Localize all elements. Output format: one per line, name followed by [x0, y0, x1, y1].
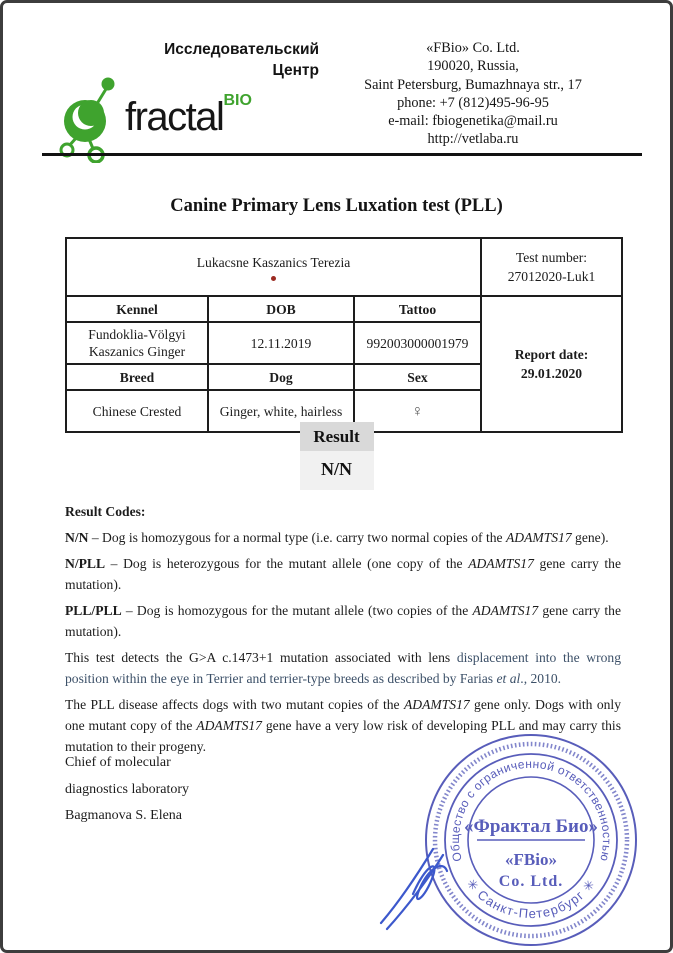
- stamp-company-name-en: «FBio»: [505, 850, 557, 869]
- dog-value: Ginger, white, hairless: [208, 390, 354, 432]
- company-website: http://vetlaba.ru: [427, 131, 519, 148]
- disease-text-3: gene have a very low risk of developing PLL and may carry this mutation to their progeny.: [65, 718, 621, 755]
- tattoo-value: 992003000001979: [354, 322, 481, 364]
- code-npll-text: – Dog is heterozygous for the mutant allele (one copy of the: [105, 555, 469, 571]
- gene-name: ADAMTS17: [468, 555, 534, 571]
- company-name: «FBio» Co. Ltd.: [426, 40, 520, 56]
- signatory-title-line1: Chief of molecular: [65, 755, 171, 770]
- owner-name-cell: [66, 238, 481, 296]
- test-number-label: Test number:: [515, 250, 588, 265]
- org-label-line2: Центр: [272, 62, 319, 79]
- report-date-value: 29.01.2020: [520, 366, 583, 381]
- logo-wordmark: [125, 92, 252, 139]
- detect-note-text: displacement into the wrong position within the eye in Terrier and terrier-type breeds as described by Farias: [65, 649, 621, 687]
- company-round-stamp: [373, 718, 653, 953]
- code-nn: N/N: [65, 529, 89, 545]
- stamp-co-ltd: Co. Ltd.: [498, 873, 564, 890]
- company-phone: phone: +7 (812)495-96-95: [397, 94, 549, 111]
- document-title: Canine Primary Lens Luxation test (PLL): [170, 196, 503, 216]
- stamp-ring-bottom-text: ✳ Санкт-Петербург ✳: [463, 875, 599, 922]
- result-label: Result: [300, 422, 374, 451]
- result-codes-heading: Result Codes:: [65, 504, 146, 519]
- header-divider-line: [42, 153, 642, 156]
- gene-name: ADAMTS17: [472, 602, 539, 618]
- signatory-block: [65, 750, 189, 830]
- code-pllpll: PLL/PLL: [65, 602, 122, 618]
- owner-name: Lukacsne Kaszanics Terezia: [196, 254, 351, 270]
- header-dog: Dog: [208, 364, 354, 390]
- header-breed: Breed: [66, 364, 208, 390]
- org-label-line1: Исследовательский: [164, 41, 319, 58]
- dob-value: 12.11.2019: [208, 322, 354, 364]
- header-tattoo: Tattoo: [354, 296, 481, 322]
- result-code-pllpll: [65, 600, 621, 643]
- detect-text: This test detects the G>A c.1473+1 mutation associated with lens: [65, 649, 457, 665]
- result-value: N/N: [300, 451, 374, 490]
- logo-bio-sup: BIO: [223, 92, 252, 109]
- code-nn-text-end: gene).: [571, 529, 609, 545]
- report-date-cell: [481, 296, 622, 432]
- test-number-cell: [481, 238, 622, 296]
- owner-footnote-dot-icon: [271, 276, 276, 281]
- company-email: e-mail: fbiogenetika@mail.ru: [388, 113, 558, 130]
- code-nn-text: – Dog is homozygous for a normal type (i.e. carry two normal copies of the: [88, 529, 506, 545]
- stamp-company-name-ru: «Фрактал Био»: [464, 816, 598, 837]
- table-row-headers-1: [66, 296, 622, 322]
- gene-name: ADAMTS17: [505, 529, 572, 545]
- header-kennel: Kennel: [66, 296, 208, 322]
- result-code-nn: [65, 527, 621, 548]
- test-description-paragraph: [65, 647, 621, 690]
- gene-name: ADAMTS17: [196, 718, 262, 734]
- code-npll-text-end: gene carry the mutation).: [65, 555, 621, 592]
- code-pllpll-text: – Dog is homozygous for the mutant allele (two copies of the: [121, 602, 473, 618]
- company-logo: [57, 71, 252, 163]
- header-dob: DOB: [208, 296, 354, 322]
- gene-name: ADAMTS17: [403, 696, 470, 712]
- report-date-label: Report date:: [514, 347, 589, 362]
- code-npll: N/PLL: [65, 555, 106, 571]
- test-number-value: 27012020-Luk1: [507, 269, 596, 284]
- result-box: [300, 422, 374, 490]
- et-al-italic: et al: [496, 671, 521, 687]
- breed-value: Chinese Crested: [66, 390, 208, 432]
- sex-value: ♀: [354, 390, 481, 432]
- table-row-owner: [66, 238, 622, 296]
- signatory-name: Bagmanova S. Elena: [65, 808, 183, 823]
- detect-note-end: ., 2010.: [520, 671, 562, 687]
- logo-text: fractal: [125, 95, 224, 139]
- code-pllpll-text-end: gene carry the mutation).: [65, 602, 621, 639]
- company-postcode: 190020, Russia,: [427, 58, 519, 75]
- header-sex: Sex: [354, 364, 481, 390]
- stamp-ring-top-text: Общество с ограниченной ответственностью: [447, 756, 615, 863]
- fractal-molecule-icon: [57, 71, 125, 163]
- company-contact-block: [329, 39, 617, 149]
- kennel-value: Fundoklia-Völgyi Kaszanics Ginger: [66, 322, 208, 364]
- result-code-npll: [65, 553, 621, 596]
- dog-info-table: [65, 237, 623, 433]
- disease-text-1: The PLL disease affects dogs with two mutant copies of the: [65, 696, 404, 712]
- research-center-label: [161, 39, 319, 81]
- disease-text-2: gene only. Dogs with only one mutant copy of the: [65, 696, 621, 734]
- company-address: Saint Petersburg, Bumazhnaya str., 17: [364, 76, 582, 93]
- signatory-title-line2: diagnostics laboratory: [65, 781, 190, 797]
